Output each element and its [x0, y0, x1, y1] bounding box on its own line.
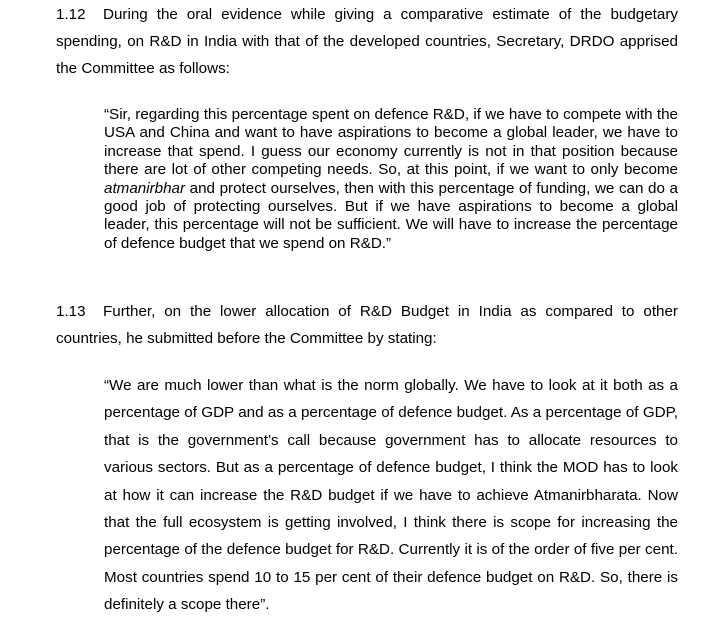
paragraph-1-12	[56, 1, 678, 82]
quote-text-part2: and protect ourselves, then with this percentage of funding, we can do a good job of protecting ourselves. But if we have aspirations to become a global leader, this percentage will not be sufficient. We will have to increase the percentage of defence budget that we spend on R&D.”	[104, 179, 678, 252]
paragraph-1-13	[56, 298, 678, 352]
paragraph-text: Further, on the lower allocation of R&D Budget in India as compared to other countries, he submitted before the Committee by stating:	[56, 303, 678, 347]
quote-text: “We are much lower than what is the norm globally. We have to look at it both as a percentage of GDP and as a percentage of defence budget. As a percentage of GDP, that is the government’s call because government has to allocate resources to various sectors. But as a percentage of defence budget, I think the MOD has to look at how it can increase the R&D budget if we have to achieve Atmanirbharata. Now that the full ecosystem is getting involved, I think there is scope for increasing the percentage of the defence budget for R&D. Currently it is of the order of five per cent. Most countries spend 10 to 15 per cent of their defence budget on R&D. So, there is definitely a scope there”.	[104, 377, 678, 614]
quote-text-part1: “Sir, regarding this percentage spent on defence R&D, if we have to compete with the USA and China and want to have aspirations to become a global leader, we have to increase that spend. I guess our economy currently is not in that position because there are lot of other competing needs. So, at this point, if we want to only become	[104, 106, 678, 179]
paragraph-number: 1.12	[56, 6, 86, 23]
paragraph-text: During the oral evidence while giving a comparative estimate of the budgetary spending, on R&D in India with that of the developed countries, Secretary, DRDO apprised the Committee as follows:	[56, 6, 678, 77]
quote-lower-allocation	[104, 372, 678, 619]
quote-secretary-drdo	[104, 106, 678, 253]
paragraph-number: 1.13	[56, 303, 86, 320]
quote-italic-term: atmanirbhar	[104, 179, 186, 197]
